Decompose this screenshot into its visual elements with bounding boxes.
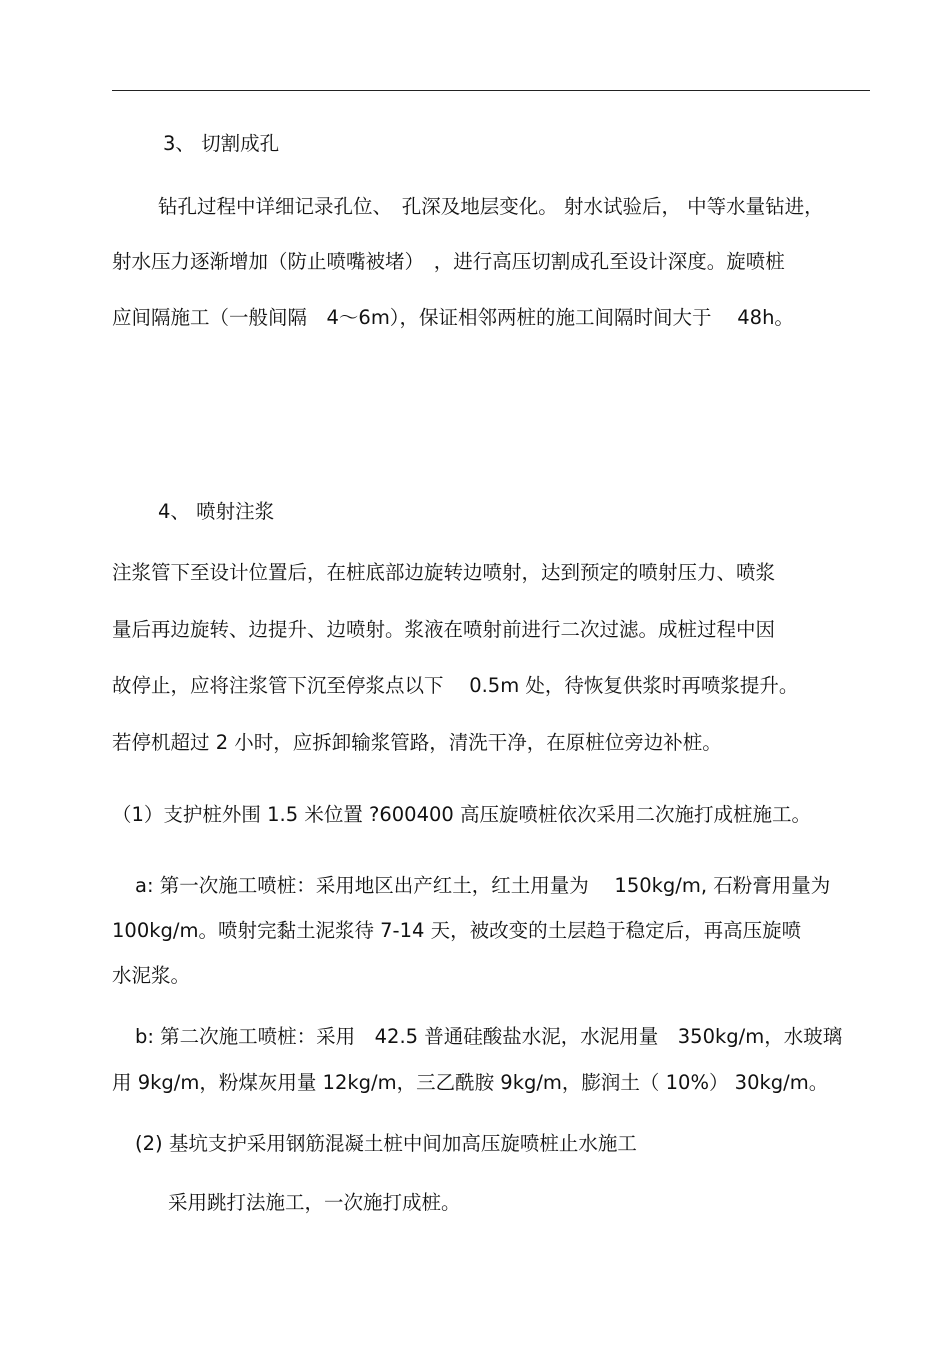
item-1b-line: 用 9kg/m，粉煤灰用量 12kg/m，三乙酰胺 9kg/m，膨润土（ 10%） 30kg/m。 <box>112 1071 829 1094</box>
item-1a-line: 水泥浆。 <box>112 964 191 987</box>
header-rule <box>112 90 870 91</box>
item-1-title: （1）支护桩外围 1.5 米位置 ?600400 高压旋喷桩依次采用二次施打成桩施工。 <box>112 803 812 826</box>
paragraph-line: 钻孔过程中详细记录孔位、 孔深及地层变化。 射水试验后， 中等水量钻进， <box>158 195 824 218</box>
paragraph-line: 量后再边旋转、边提升、边喷射。浆液在喷射前进行二次过滤。成桩过程中因 <box>112 618 776 641</box>
paragraph-line: 注浆管下至设计位置后，在桩底部边旋转边喷射，达到预定的喷射压力、喷浆 <box>112 561 776 584</box>
paragraph-line: 若停机超过 2 小时，应拆卸输浆管路，清洗干净，在原桩位旁边补桩。 <box>112 731 722 754</box>
paragraph-line: 故停止，应将注浆管下沉至停浆点以下 0.5m 处，待恢复供浆时再喷浆提升。 <box>112 674 799 697</box>
paragraph-line: 应间隔施工（一般间隔 4～6m），保证相邻两桩的施工间隔时间大于 48h。 <box>112 306 794 329</box>
item-2-body: 采用跳打法施工，一次施打成桩。 <box>168 1191 461 1214</box>
section-heading-4: 4、 喷射注浆 <box>158 500 275 523</box>
item-1a-line: a: 第一次施工喷桩：采用地区出产红土，红土用量为 150kg/m, 石粉膏用量为 <box>135 874 831 897</box>
item-2-title: (2) 基坑支护采用钢筋混凝土桩中间加高压旋喷桩止水施工 <box>135 1132 637 1155</box>
paragraph-line: 射水压力逐渐增加（防止喷嘴被堵） ，进行高压切割成孔至设计深度。旋喷桩 <box>112 250 785 273</box>
section-heading-3: 3、 切割成孔 <box>163 132 280 155</box>
item-1a-line: 100kg/m。喷射完黏土泥浆待 7-14 天，被改变的土层趋于稳定后，再高压旋喷 <box>112 919 802 942</box>
item-1b-line: b: 第二次施工喷桩：采用 42.5 普通硅酸盐水泥，水泥用量 350kg/m，水玻璃 <box>135 1025 843 1048</box>
